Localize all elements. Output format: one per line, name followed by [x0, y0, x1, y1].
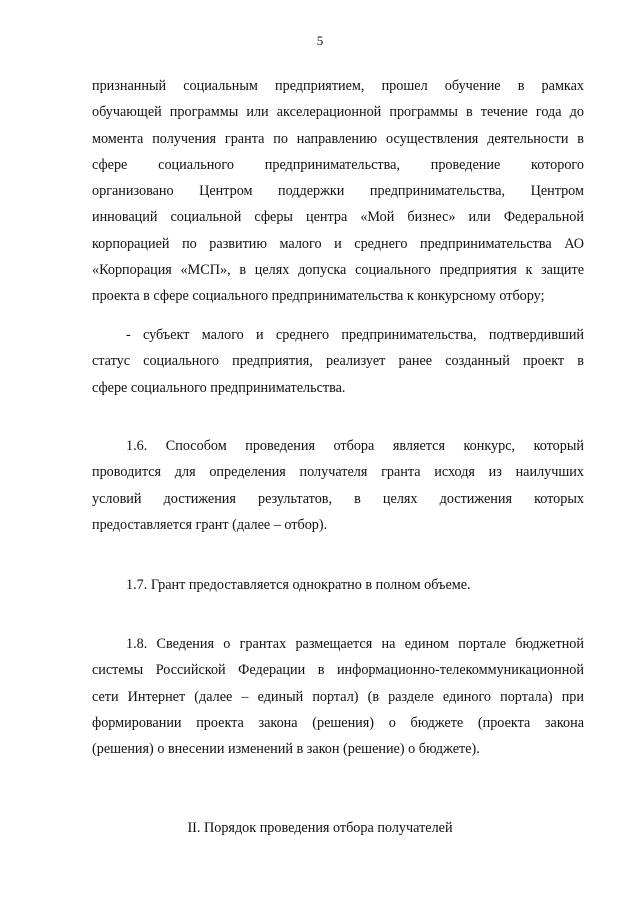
paragraph-line: системы Российской Федерации в информационно-телекоммуникационной	[92, 662, 584, 679]
paragraph-line: формировании проекта закона (решения) о бюджете (проекта закона	[92, 714, 584, 731]
paragraph-line: сфере социального предпринимательства, проведение которого	[92, 156, 584, 173]
paragraph-line: момента получения гранта по направлению осуществления деятельности в	[92, 130, 584, 147]
paragraph-line: инноваций социальной сферы центра «Мой бизнес» или Федеральной	[92, 209, 584, 226]
paragraph-line: предоставляется грант (далее – отбор).	[92, 516, 328, 533]
paragraph-line: 1.8. Сведения о грантах размещается на едином портале бюджетной	[126, 636, 584, 652]
paragraph-1-8	[92, 631, 584, 762]
paragraph-1-6	[92, 433, 584, 538]
paragraph-line: - субъект малого и среднего предпринимательства, подтвердивший	[126, 327, 584, 343]
paragraph-line: проводится для определения получателя гранта исходя из наилучших	[92, 464, 584, 481]
paragraph-dash-item	[92, 322, 584, 401]
paragraph-line: корпорацией по развитию малого и среднего предпринимательства АО	[92, 235, 584, 252]
paragraph-line: сфере социального предпринимательства.	[92, 379, 346, 396]
paragraph-1-7	[92, 572, 584, 598]
paragraph-line: 1.7. Грант предоставляется однократно в полном объеме.	[126, 577, 471, 593]
paragraph-line: статус социального предприятия, реализует ранее созданный проект в	[92, 353, 584, 370]
paragraph-line: обучающей программы или акселерационной программы в течение года до	[92, 104, 584, 121]
paragraph-line: условий достижения результатов, в целях достижения которых	[92, 490, 584, 507]
page-number: 5	[316, 33, 324, 48]
paragraph-line: сети Интернет (далее – единый портал) (в разделе единого портала) при	[92, 688, 584, 705]
paragraph-line: 1.6. Способом проведения отбора является конкурс, который	[126, 438, 584, 454]
paragraph-line: признанный социальным предприятием, прошел обучение в рамках	[92, 78, 584, 94]
paragraph-line: проекта в сфере социального предпринимательства к конкурсному отбору;	[92, 288, 545, 305]
paragraph-line: организовано Центром поддержки предпринимательства, Центром	[92, 183, 584, 200]
paragraph-line: «Корпорация «МСП», в целях допуска социального предприятия к защите	[92, 262, 584, 279]
paragraph-continuation	[92, 73, 584, 310]
section-heading: II. Порядок проведения отбора получателей	[187, 820, 453, 836]
paragraph-line: (решения) о внесении изменений в закон (решение) о бюджете).	[92, 741, 480, 758]
